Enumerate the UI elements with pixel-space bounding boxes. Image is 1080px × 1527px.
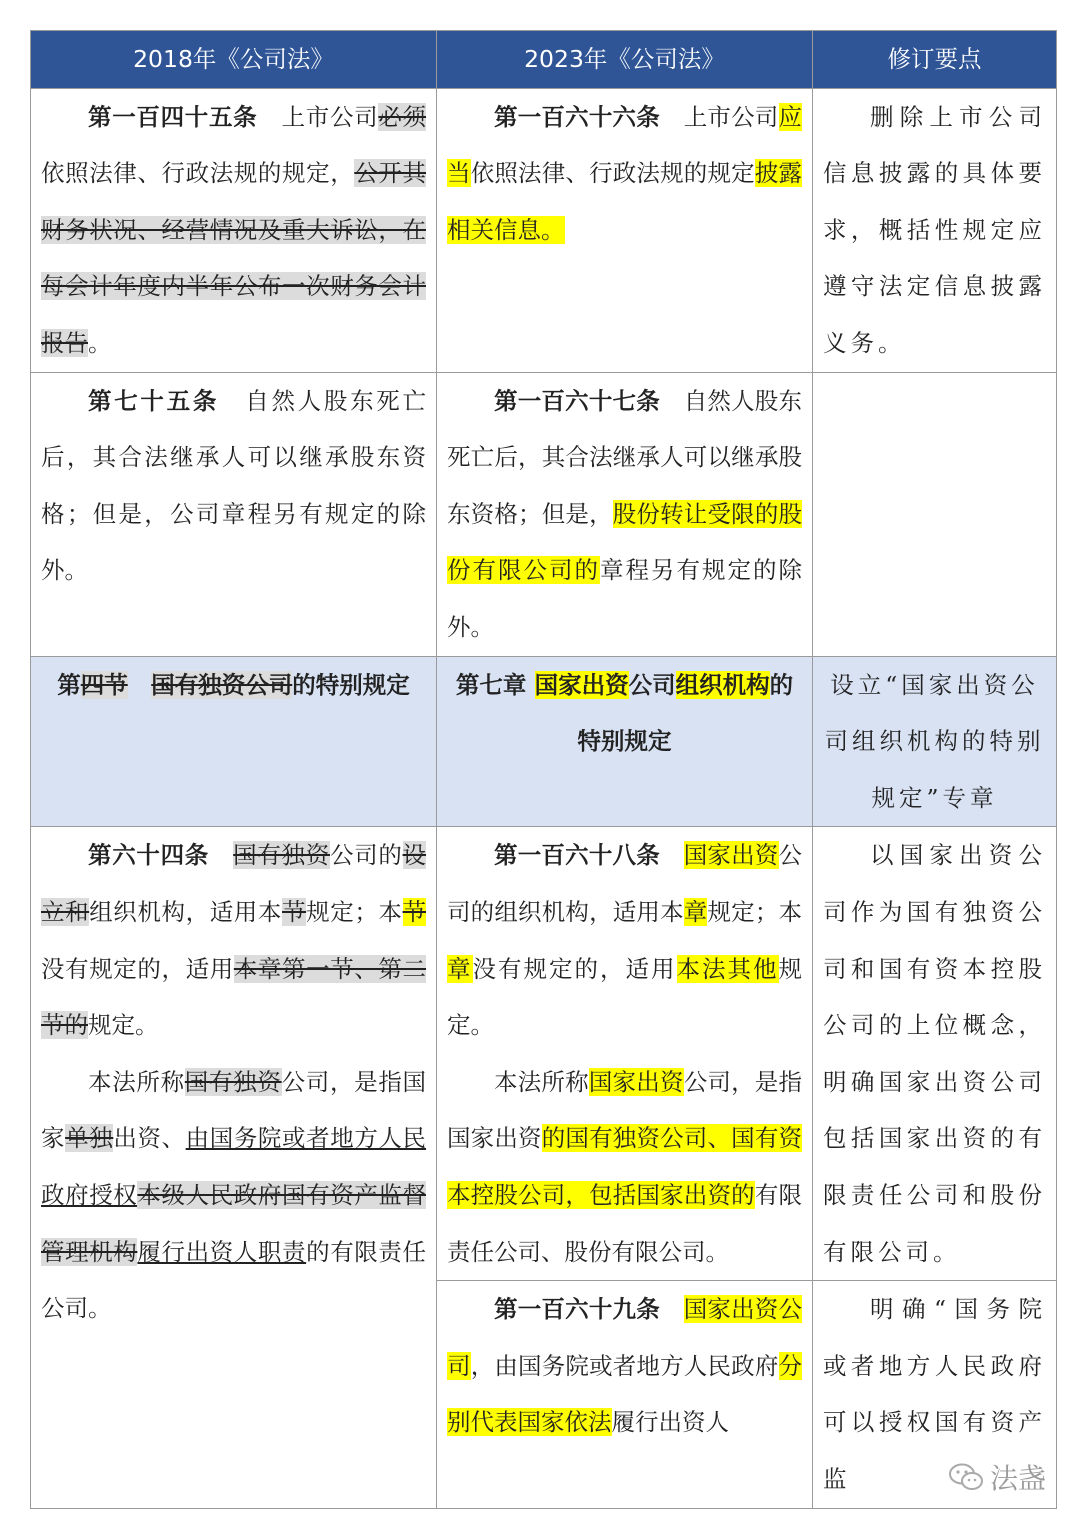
highlighted-text: 章 <box>447 954 473 983</box>
text: 章程另有规定的除外。 <box>447 556 802 641</box>
highlighted-text: 股份转让受限的股份有限公司的 <box>447 499 802 585</box>
text: 没有规定的，适用 <box>41 954 234 983</box>
highlighted-text: 节 <box>402 897 427 926</box>
deleted-text: 必须 <box>378 102 427 131</box>
highlighted-text: 章 <box>683 897 708 926</box>
text: 依照法律、行政法规的规定 <box>470 159 755 188</box>
text: 上市公司 <box>683 102 779 131</box>
highlighted-text: 本法其他 <box>676 954 779 983</box>
deleted-text: 节 <box>282 897 307 926</box>
text: 没有规定的，适用 <box>472 954 677 983</box>
highlighted-text: 分别代表国家依法 <box>447 1351 803 1437</box>
header-row <box>31 31 1057 89</box>
text: 有限责任公司、股份有限公司。 <box>447 1180 803 1266</box>
text: 规定。 <box>88 1011 159 1040</box>
text: 的特别规定 <box>577 670 794 756</box>
underlined-text: 履行出资人职责 <box>137 1237 307 1266</box>
text: 本法所称 <box>88 1067 185 1096</box>
deleted-text: 国有独资 <box>184 1067 282 1096</box>
table-row <box>31 88 1057 372</box>
deleted-text: 四节 <box>80 670 128 699</box>
table-row <box>31 372 1057 656</box>
text: 履行出资人 <box>611 1408 729 1437</box>
article-number: 第六十四条 <box>88 841 209 870</box>
text: 规定。 <box>447 954 802 1040</box>
highlighted-text: 包括国家出资的 <box>589 1180 755 1209</box>
new-law-cell <box>437 827 813 1281</box>
new-section-cell <box>437 656 813 827</box>
text: 的特别规定 <box>292 670 410 699</box>
revision-note-cell <box>813 372 1057 656</box>
new-law-cell <box>437 1281 813 1508</box>
section-row <box>31 656 1057 827</box>
article-number: 第七十五条 <box>88 386 220 415</box>
revision-note: 明确“国务院或者地方人民政府可以授权国有资产监 <box>823 1295 1046 1493</box>
revision-note-cell <box>813 88 1057 372</box>
text: 出资、 <box>113 1124 186 1153</box>
header-new-law: 2023年《公司法》 <box>437 31 813 89</box>
text: 第 <box>57 670 81 699</box>
new-law-cell <box>437 372 813 656</box>
text: 公司的组织机构，适用本 <box>447 841 803 926</box>
text: 第七章 <box>455 670 535 699</box>
text: 组织机构，适用本 <box>89 897 283 926</box>
highlighted-text: 国家出资公司 <box>447 1295 803 1380</box>
text: 本法所称 <box>494 1067 589 1096</box>
table-row <box>31 827 1057 1281</box>
deleted-text: 设立和 <box>41 841 427 926</box>
deleted-text: 国有独资公司 <box>151 670 293 699</box>
highlighted-text: 的国有独资公司、国有资本控股公司， <box>447 1124 803 1209</box>
text: 自然人股东死亡后，其合法继承人可以继承股东资格；但是， <box>447 386 803 528</box>
article-number: 第一百四十五条 <box>88 102 258 131</box>
old-law-cell <box>31 372 437 656</box>
deleted-text: 本章第一节、第二节的 <box>41 954 427 1040</box>
revision-note-cell <box>813 827 1057 1281</box>
text: 依照法律、行政法规的规定， <box>41 159 355 188</box>
text: 。 <box>88 328 112 357</box>
text: 公司，是指国家出资 <box>447 1067 803 1153</box>
header-notes: 修订要点 <box>813 31 1057 89</box>
deleted-text: 国有独资 <box>233 841 330 870</box>
deleted-text: 公开其财务状况、经营情况及重大诉讼，在每会计年度内半年公布一次财务会计报告 <box>41 159 427 357</box>
old-law-cell <box>31 88 437 372</box>
deleted-text: 单独 <box>65 1124 114 1153</box>
deleted-text: 本级人民政府国有资产监督管理机构 <box>41 1180 427 1266</box>
text: 的有限责任公司。 <box>41 1237 427 1323</box>
highlighted-text: 国家出资 <box>588 1067 684 1096</box>
new-law-cell <box>437 88 813 372</box>
text: 规定；本 <box>306 897 403 926</box>
text: 自然人股东死亡后，其合法继承人可以继承股东资格；但是，公司章程另有规定的除外。 <box>41 386 427 585</box>
underlined-text: 由国务院或者地方人民政府授权 <box>41 1124 427 1209</box>
revision-note: 以国家出资公司作为国有独资公司和国有资本控股公司的上位概念，明确国家出资公司包括国家出资的有限责任公司和股份有限公司。 <box>823 841 1046 1266</box>
text: 公司，是指国家 <box>41 1067 427 1153</box>
text: 公司的 <box>329 841 403 870</box>
header-old-law: 2018年《公司法》 <box>31 31 437 89</box>
wechat-icon <box>948 1462 984 1492</box>
text: 上市公司 <box>281 102 379 131</box>
text: ，由国务院或者地方人民政府 <box>470 1351 779 1380</box>
old-law-cell <box>31 827 437 1508</box>
article-number: 第一百六十六条 <box>494 102 660 131</box>
highlighted-text: 国家出资 <box>683 841 779 870</box>
old-section-cell <box>31 656 437 827</box>
text <box>128 671 152 699</box>
comparison-table <box>30 30 1057 1509</box>
article-number: 第一百六十九条 <box>494 1295 660 1324</box>
article-number: 第一百六十八条 <box>494 841 660 870</box>
highlighted-text: 应当 <box>447 102 803 188</box>
watermark-text: 法盏 <box>989 1462 1046 1495</box>
highlighted-text: 组织机构 <box>675 670 770 699</box>
revision-note-cell <box>813 656 1057 827</box>
revision-note: 设立“国家出资公司组织机构的特别规定”专章 <box>824 670 1045 812</box>
watermark <box>948 1457 1046 1497</box>
highlighted-text: 披露相关信息。 <box>447 159 803 244</box>
text: 规定；本 <box>707 897 803 926</box>
text: 公司 <box>628 670 676 699</box>
revision-note: 删除上市公司信息披露的具体要求，概括性规定应遵守法定信息披露义务。 <box>823 102 1046 357</box>
article-number: 第一百六十七条 <box>494 386 660 415</box>
highlighted-text: 国家出资 <box>534 670 629 699</box>
